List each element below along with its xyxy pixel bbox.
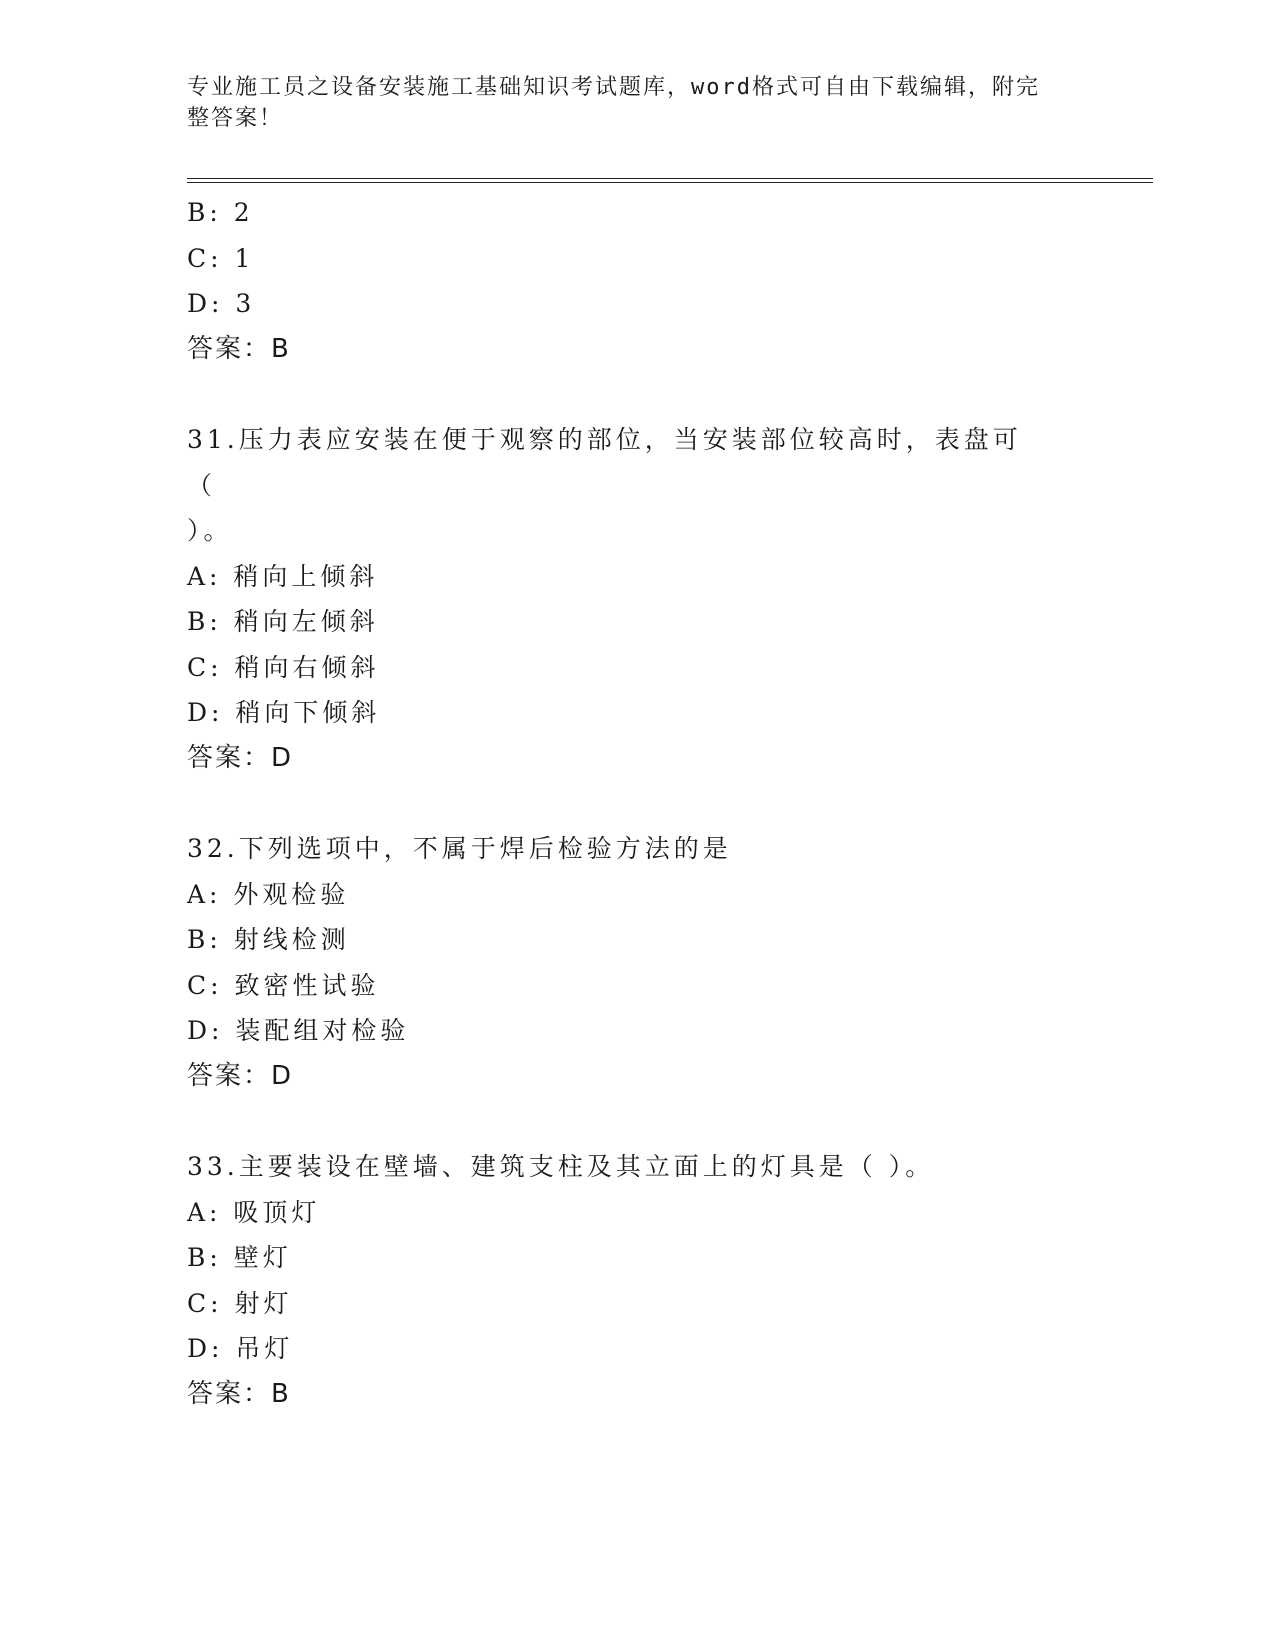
option-a: A: 吸顶灯 [187, 1197, 321, 1227]
option-c: C: 稍向右倾斜 [187, 652, 380, 682]
option-d: D: 3 [187, 289, 256, 318]
question-text: 32.下列选项中，不属于焊后检验方法的是 [187, 834, 732, 863]
option-d: D: 装配组对检验 [187, 1016, 410, 1045]
option-d: D: 吊灯 [187, 1334, 294, 1363]
answer: 答案：D [187, 742, 294, 773]
question-text-cont: ）。 [187, 516, 233, 545]
option-b: B: 射线检测 [187, 925, 350, 954]
option-d: D: 稍向下倾斜 [187, 698, 381, 727]
question-list [187, 190, 1087, 1417]
question-31 [187, 417, 1087, 781]
option-c: C: 射灯 [187, 1288, 293, 1318]
answer: 答案：D [187, 1060, 294, 1091]
option-a: A: 外观检验 [187, 879, 350, 909]
option-b: B: 稍向左倾斜 [187, 607, 379, 636]
question-32 [187, 826, 1087, 1099]
header-divider-top [187, 178, 1153, 179]
question-33 [187, 1144, 1087, 1417]
document-header [187, 72, 1067, 134]
option-a: A: 稍向上倾斜 [187, 561, 379, 591]
prev-question-block [187, 190, 1087, 372]
option-b: B: 2 [187, 198, 254, 227]
question-text: 33.主要装设在壁墙、建筑支柱及其立面上的灯具是（ ）。 [187, 1152, 935, 1181]
answer: 答案：B [187, 1378, 291, 1409]
header-line-1: 专业施工员之设备安装施工基础知识考试题库，word格式可自由下载编辑，附完 [187, 75, 1040, 100]
question-text: 31.压力表应安装在便于观察的部位，当安装部位较高时，表盘可（ [187, 425, 1022, 500]
answer: 答案：B [187, 333, 291, 364]
option-c: C: 致密性试验 [187, 970, 380, 1000]
option-b: B: 壁灯 [187, 1243, 292, 1272]
header-line-2: 整答案！ [187, 106, 284, 131]
option-c: C: 1 [187, 243, 255, 273]
header-divider-bottom [187, 182, 1153, 183]
